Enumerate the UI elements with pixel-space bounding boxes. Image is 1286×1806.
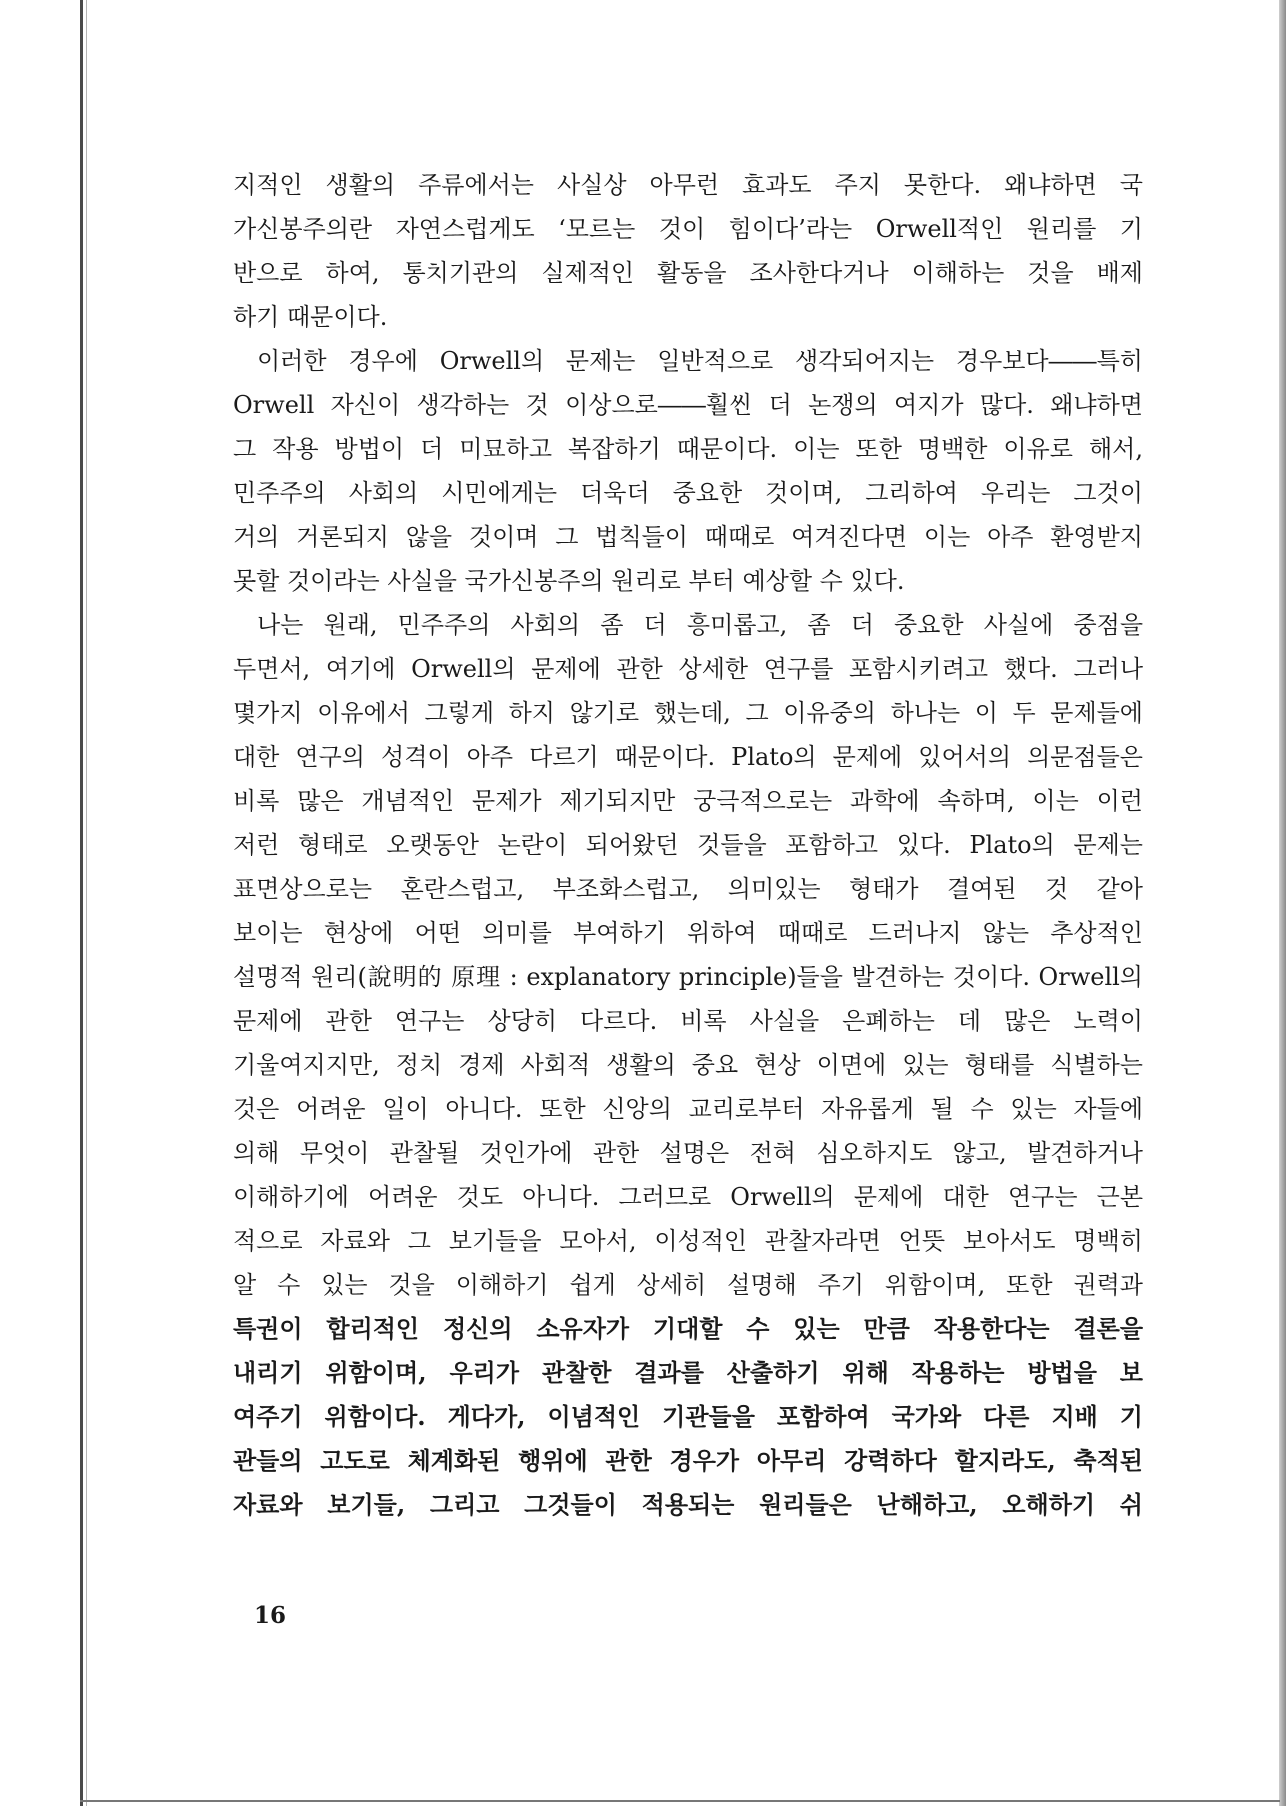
text-line: 반으로 하여, 통치기관의 실제적인 활동을 조사한다거나 이해하는 것을 배제 <box>233 259 1143 287</box>
text-line: 의해 무엇이 관찰될 것인가에 관한 설명은 전혀 심오하지도 않고, 발견하거나 <box>233 1139 1143 1167</box>
text-line: Orwell 자신이 생각하는 것 이상으로――훨씬 더 논쟁의 여지가 많다. 왜냐하면 <box>233 391 1143 419</box>
text-line: 이러한 경우에 Orwell의 문제는 일반적으로 생각되어지는 경우보다――특히 <box>257 347 1143 375</box>
text-line: 이해하기에 어려운 것도 아니다. 그러므로 Orwell의 문제에 대한 연구는 근본 <box>233 1183 1143 1211</box>
text-line: 적으로 자료와 그 보기들을 모아서, 이성적인 관찰자라면 언뜻 보아서도 명백히 <box>233 1227 1143 1255</box>
body-text <box>233 163 1143 1527</box>
text-line: 가신봉주의란 자연스럽게도 ‘모르는 것이 힘이다’라는 Orwell적인 원리를 기 <box>233 215 1143 243</box>
page-left-shadow-line <box>86 0 87 1806</box>
text-line: 내리기 위함이며, 우리가 관찰한 결과를 산출하기 위해 작용하는 방법을 보 <box>233 1358 1143 1387</box>
text-line: 나는 원래, 민주주의 사회의 좀 더 흥미롭고, 좀 더 중요한 사실에 중점을 <box>257 611 1143 639</box>
text-line: 자료와 보기들, 그리고 그것들이 적용되는 원리들은 난해하고, 오해하기 쉬 <box>233 1490 1143 1519</box>
text-line: 관들의 고도로 체계화된 행위에 관한 경우가 아무리 강력하다 할지라도, 축적된 <box>233 1446 1143 1475</box>
text-line: 특권이 합리적인 정신의 소유자가 기대할 수 있는 만큼 작용한다는 결론을 <box>233 1314 1143 1343</box>
text-line: 못할 것이라는 사실을 국가신봉주의 원리로 부터 예상할 수 있다. <box>233 567 905 595</box>
text-line: 거의 거론되지 않을 것이며 그 법칙들이 때때로 여겨진다면 이는 아주 환영받지 <box>233 523 1143 551</box>
text-line: 민주주의 사회의 시민에게는 더욱더 중요한 것이며, 그리하여 우리는 그것이 <box>233 479 1143 507</box>
page-left-binding-edge <box>80 0 83 1806</box>
text-line: 하기 때문이다. <box>233 303 388 331</box>
text-line: 그 작용 방법이 더 미묘하고 복잡하기 때문이다. 이는 또한 명백한 이유로 해서, <box>233 435 1143 463</box>
text-line: 지적인 생활의 주류에서는 사실상 아무런 효과도 주지 못한다. 왜냐하면 국 <box>233 171 1143 199</box>
text-line: 문제에 관한 연구는 상당히 다르다. 비록 사실을 은폐하는 데 많은 노력이 <box>233 1007 1143 1035</box>
page-number: 16 <box>254 1602 287 1629</box>
text-line: 보이는 현상에 어떤 의미를 부여하기 위하여 때때로 드러나지 않는 추상적인 <box>233 919 1143 947</box>
text-line: 여주기 위함이다. 게다가, 이념적인 기관들을 포함하여 국가와 다른 지배 기 <box>233 1402 1143 1431</box>
text-line: 저런 형태로 오랫동안 논란이 되어왔던 것들을 포함하고 있다. Plato의 문제는 <box>233 831 1143 859</box>
text-line: 설명적 원리(說明的 原理 : explanatory principle)들을 발견하는 것이다. Orwell의 <box>233 963 1143 991</box>
text-line: 표면상으로는 혼란스럽고, 부조화스럽고, 의미있는 형태가 결여된 것 같아 <box>233 875 1143 903</box>
text-line: 비록 많은 개념적인 문제가 제기되지만 궁극적으로는 과학에 속하며, 이는 이런 <box>233 787 1143 815</box>
text-line: 대한 연구의 성격이 아주 다르기 때문이다. Plato의 문제에 있어서의 의문점들은 <box>233 743 1143 771</box>
page-bottom-edge <box>80 1800 1280 1802</box>
text-line: 몇가지 이유에서 그렇게 하지 않기로 했는데, 그 이유중의 하나는 이 두 문제들에 <box>233 699 1143 727</box>
page-right-edge-shadow <box>1279 0 1286 1806</box>
text-line: 두면서, 여기에 Orwell의 문제에 관한 상세한 연구를 포함시키려고 했다. 그러나 <box>233 655 1143 683</box>
text-line: 기울여지지만, 정치 경제 사회적 생활의 중요 현상 이면에 있는 형태를 식별하는 <box>233 1051 1143 1079</box>
text-line: 알 수 있는 것을 이해하기 쉽게 상세히 설명해 주기 위함이며, 또한 권력과 <box>233 1271 1143 1299</box>
text-line: 것은 어려운 일이 아니다. 또한 신앙의 교리로부터 자유롭게 될 수 있는 자들에 <box>233 1095 1143 1123</box>
